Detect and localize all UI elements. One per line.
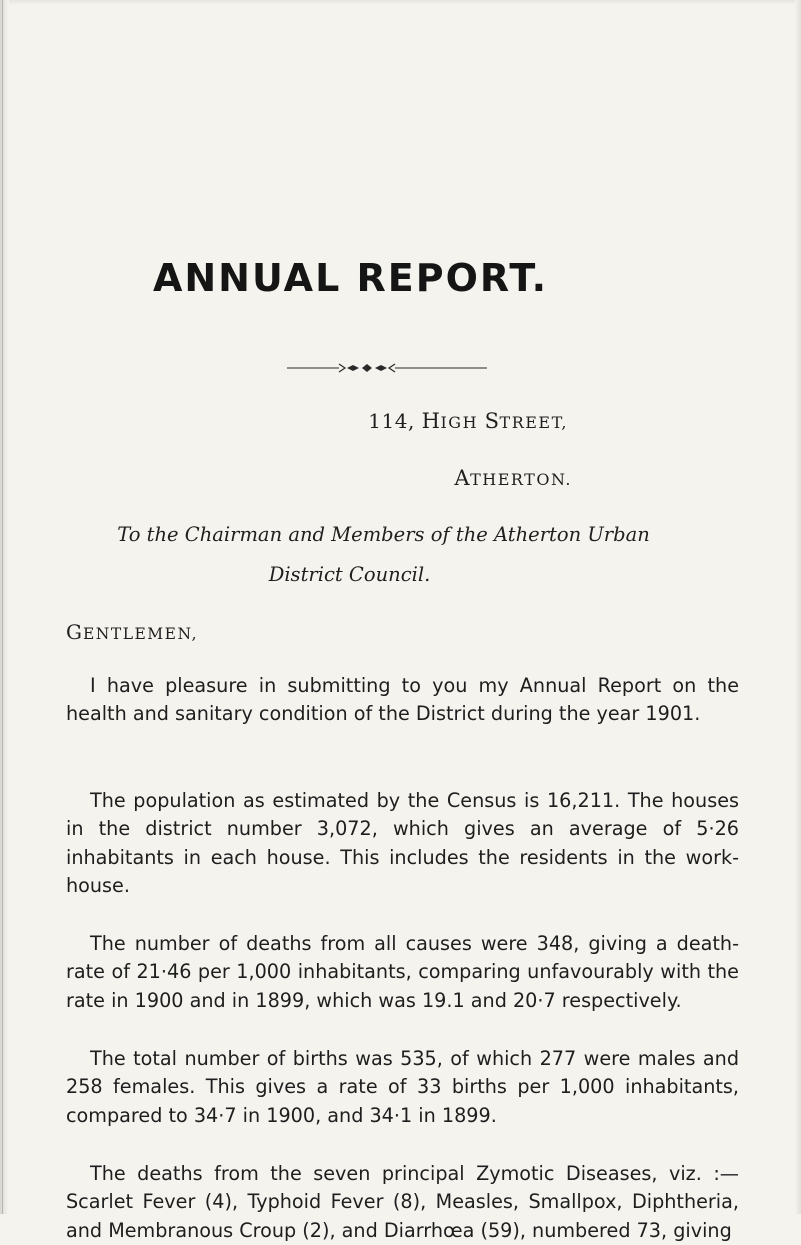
page-top-edge bbox=[0, 0, 801, 5]
paragraph-births: The total number of births was 535, of which 277 were males and 258 females. This gives a rate of 33 births per 1,000 inhabitants, compared to 34·7 in 1900, and 34·1 in 1899. bbox=[66, 1047, 739, 1127]
greeting: GENTLEMEN, bbox=[66, 620, 198, 644]
paragraph-deaths: The number of deaths from all causes were 348, giving a death-rate of 21·46 per 1,000 inhabitants, comparing unfavourably with the rate in 1900 and in 1899, which was 19.1 and 20·7 respectively. bbox=[66, 932, 739, 1012]
page-right-edge bbox=[795, 0, 801, 1214]
address-street: 114, HIGH STREET, bbox=[368, 409, 568, 433]
paragraph-population: The population as estimated by the Census is 16,211. The houses in the district number 3,072, which gives an average of 5·26 inhabitants in each house. This includes the residents in the work-house. bbox=[66, 789, 739, 898]
report-title: ANNUAL REPORT. bbox=[152, 256, 549, 300]
addressee-line-2: District Council. bbox=[268, 563, 431, 586]
ornamental-divider bbox=[287, 361, 487, 375]
address-town: ATHERTON. bbox=[454, 466, 572, 490]
addressee-line-1: To the Chairman and Members of the Atherton Urban bbox=[117, 523, 650, 546]
paragraph-zymotic: The deaths from the seven principal Zymotic Diseases, viz. :—Scarlet Fever (4), Typhoid Fever (8), Measles, Smallpox, Diphtheria, and Membranous Croup (2), and Diarrhœa (59), numbered 73, giving bbox=[66, 1162, 739, 1242]
paragraph-intro: I have pleasure in submitting to you my Annual Report on the health and sanitary condition of the District during the year 1901. bbox=[66, 674, 739, 726]
page-left-edge bbox=[0, 0, 9, 1214]
